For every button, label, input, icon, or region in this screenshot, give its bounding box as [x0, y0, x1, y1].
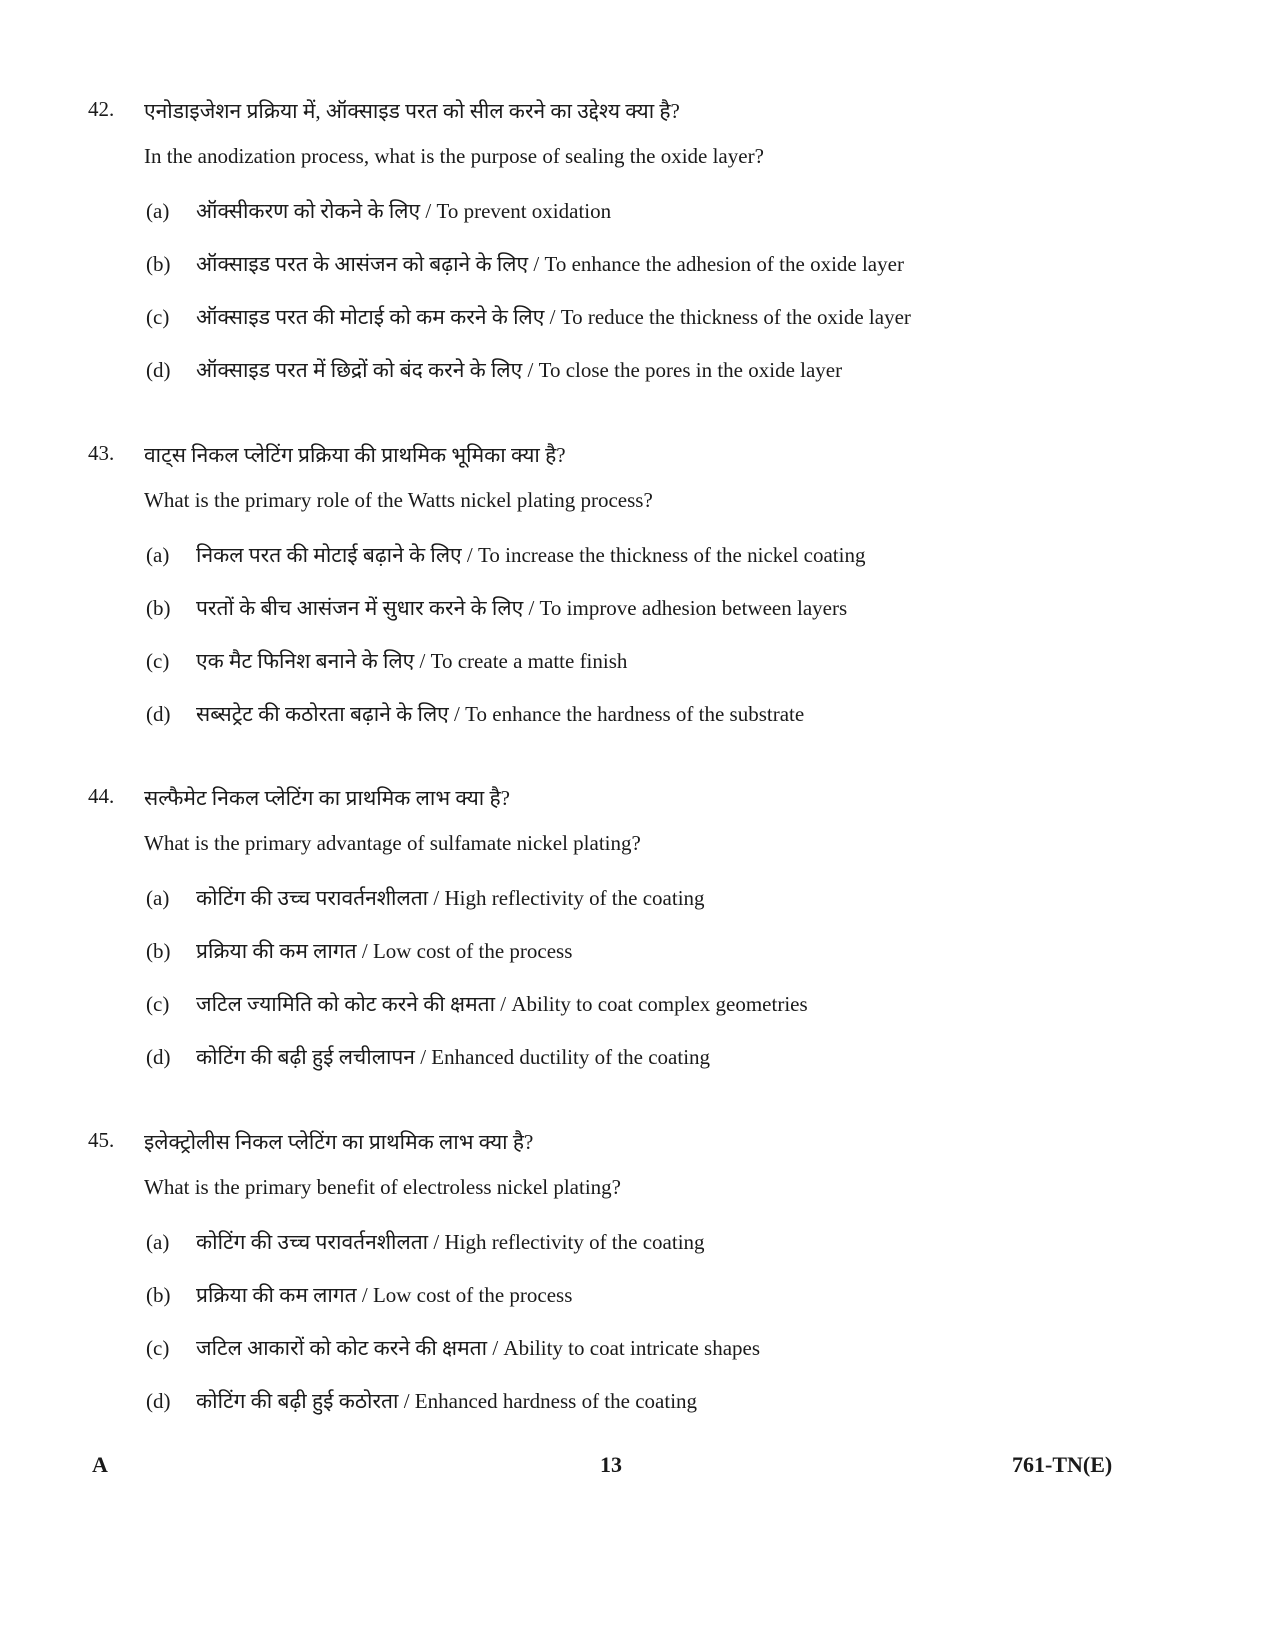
option-text: प्रक्रिया की कम लागत / Low cost of the process — [196, 939, 573, 963]
question-number: 42. — [88, 97, 115, 121]
question-text-english: What is the primary advantage of sulfamate nickel plating? — [144, 831, 641, 855]
option-text: प्रक्रिया की कम लागत / Low cost of the process — [196, 1283, 573, 1307]
option-label: (d) — [146, 358, 171, 382]
question-text-english: What is the primary benefit of electroless nickel plating? — [144, 1175, 621, 1199]
question-text-english: What is the primary role of the Watts nickel plating process? — [144, 488, 653, 512]
option-text: एक मैट फिनिश बनाने के लिए / To create a matte finish — [196, 649, 628, 673]
option-label: (b) — [146, 1283, 171, 1307]
option-label: (b) — [146, 939, 171, 963]
option-label: (d) — [146, 1389, 171, 1413]
option-label: (d) — [146, 702, 171, 726]
question-text-hindi: सल्फैमेट निकल प्लेटिंग का प्राथमिक लाभ क्या है? — [144, 786, 510, 810]
option-text: जटिल आकारों को कोट करने की क्षमता / Ability to coat intricate shapes — [196, 1336, 761, 1360]
option-item — [146, 594, 847, 622]
question-text-hindi: एनोडाइजेशन प्रक्रिया में, ऑक्साइड परत को सील करने का उद्देश्य क्या है? — [144, 99, 680, 123]
option-label: (a) — [146, 886, 170, 910]
option-item — [146, 937, 572, 965]
option-item — [146, 647, 627, 675]
question-number: 43. — [88, 441, 115, 465]
option-text: ऑक्साइड परत की मोटाई को कम करने के लिए / To reduce the thickness of the oxide layer — [196, 305, 911, 329]
question-text-english: In the anodization process, what is the purpose of sealing the oxide layer? — [144, 144, 764, 168]
option-text: ऑक्साइड परत के आसंजन को बढ़ाने के लिए / To enhance the adhesion of the oxide layer — [196, 252, 904, 276]
option-text: कोटिंग की बढ़ी हुई लचीलापन / Enhanced ductility of the coating — [196, 1045, 711, 1069]
option-label: (a) — [146, 199, 170, 223]
option-text: कोटिंग की बढ़ी हुई कठोरता / Enhanced hardness of the coating — [196, 1389, 698, 1413]
page-number: 13 — [600, 1452, 622, 1477]
paper-code: 761-TN(E) — [1012, 1452, 1113, 1477]
option-item — [146, 1281, 572, 1309]
option-label: (c) — [146, 305, 170, 329]
option-item — [146, 1228, 705, 1256]
option-item — [146, 1043, 710, 1071]
option-text: सब्सट्रेट की कठोरता बढ़ाने के लिए / To enhance the hardness of the substrate — [196, 702, 805, 726]
option-item — [146, 1387, 697, 1415]
option-label: (c) — [146, 1336, 170, 1360]
question-text-hindi: इलेक्ट्रोलीस निकल प्लेटिंग का प्राथमिक लाभ क्या है? — [144, 1130, 534, 1154]
option-item — [146, 356, 842, 384]
question-number: 44. — [88, 784, 115, 808]
option-label: (d) — [146, 1045, 171, 1069]
option-item — [146, 541, 865, 569]
option-text: ऑक्सीकरण को रोकने के लिए / To prevent oxidation — [196, 199, 612, 223]
option-label: (c) — [146, 649, 170, 673]
option-item — [146, 250, 904, 278]
option-label: (b) — [146, 596, 171, 620]
question-text-hindi: वाट्स निकल प्लेटिंग प्रक्रिया की प्राथमिक भूमिका क्या है? — [144, 443, 566, 467]
option-text: ऑक्साइड परत में छिद्रों को बंद करने के लिए / To close the pores in the oxide layer — [196, 358, 843, 382]
series-label: A — [92, 1452, 108, 1477]
option-label: (a) — [146, 543, 170, 567]
option-item — [146, 197, 611, 225]
option-label: (b) — [146, 252, 171, 276]
option-item — [146, 700, 804, 728]
option-item — [146, 303, 911, 331]
option-text: कोटिंग की उच्च परावर्तनशीलता / High reflectivity of the coating — [196, 1230, 705, 1254]
option-text: कोटिंग की उच्च परावर्तनशीलता / High reflectivity of the coating — [196, 886, 705, 910]
option-text: निकल परत की मोटाई बढ़ाने के लिए / To increase the thickness of the nickel coating — [196, 543, 866, 567]
option-item — [146, 1334, 760, 1362]
option-text: परतों के बीच आसंजन में सुधार करने के लिए / To improve adhesion between layers — [196, 596, 848, 620]
question-number: 45. — [88, 1128, 115, 1152]
option-label: (c) — [146, 992, 170, 1016]
option-label: (a) — [146, 1230, 170, 1254]
option-item — [146, 884, 705, 912]
option-text: जटिल ज्यामिति को कोट करने की क्षमता / Ability to coat complex geometries — [196, 992, 808, 1016]
option-item — [146, 990, 808, 1018]
